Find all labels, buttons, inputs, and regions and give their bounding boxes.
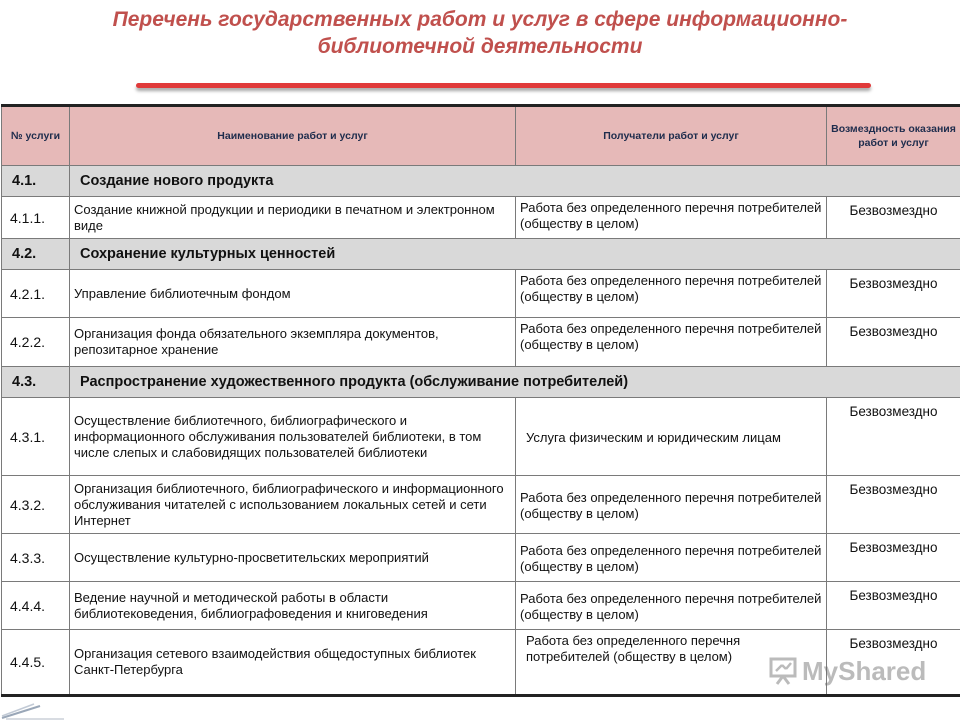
table-row <box>2 476 960 534</box>
section-row <box>2 367 960 398</box>
service-number: 4.3.3. <box>2 534 70 582</box>
services-table <box>1 104 960 697</box>
table-row <box>2 398 960 476</box>
section-row <box>2 239 960 270</box>
section-title: Распространение художественного продукта (обслуживание потребителей) <box>70 367 960 398</box>
page-title <box>0 6 960 60</box>
table-row <box>2 318 960 367</box>
header-recipients: Получатели работ и услуг <box>516 106 827 166</box>
section-number: 4.2. <box>2 239 70 270</box>
service-recipients: Работа без определенного перечня потребителей (обществу в целом) <box>516 534 827 582</box>
section-title: Сохранение культурных ценностей <box>70 239 960 270</box>
service-recipients: Работа без определенного перечня потребителей (обществу в целом) <box>516 318 827 367</box>
service-name: Организация сетевого взаимодействия общедоступных библиотек Санкт-Петербурга <box>70 630 516 696</box>
service-name: Ведение научной и методической работы в области библиотековедения, библиографоведения и книговедения <box>70 582 516 630</box>
service-name: Создание книжной продукции и периодики в печатном и электронном виде <box>70 197 516 239</box>
service-name: Осуществление культурно-просветительских мероприятий <box>70 534 516 582</box>
header-num: № услуги <box>2 106 70 166</box>
service-recipients: Работа без определенного перечня потребителей (обществу в целом) <box>516 476 827 534</box>
service-number: 4.2.1. <box>2 270 70 318</box>
service-recipients: Услуга физическим и юридическим лицам <box>516 398 827 476</box>
table-row <box>2 270 960 318</box>
service-number: 4.2.2. <box>2 318 70 367</box>
service-name: Управление библиотечным фондом <box>70 270 516 318</box>
table-row <box>2 582 960 630</box>
section-title: Создание нового продукта <box>70 166 960 197</box>
section-number: 4.3. <box>2 367 70 398</box>
service-recipients: Работа без определенного перечня потребителей (обществу в целом) <box>516 582 827 630</box>
section-number: 4.1. <box>2 166 70 197</box>
title-underline-bar <box>136 83 871 88</box>
service-payment: Безвозмездно <box>827 398 960 476</box>
title-line-1: Перечень государственных работ и услуг в сфере информационно- <box>112 8 848 31</box>
service-payment: Безвозмездно <box>827 630 960 696</box>
presentation-icon <box>768 656 798 686</box>
corner-swoosh-icon <box>0 700 70 720</box>
service-number: 4.4.4. <box>2 582 70 630</box>
service-number: 4.3.2. <box>2 476 70 534</box>
watermark <box>768 654 926 688</box>
service-recipients: Работа без определенного перечня потребителей (обществу в целом) <box>516 630 827 696</box>
header-name: Наименование работ и услуг <box>70 106 516 166</box>
service-recipients: Работа без определенного перечня потребителей (обществу в целом) <box>516 270 827 318</box>
service-payment: Безвозмездно <box>827 197 960 239</box>
table-row <box>2 534 960 582</box>
service-name: Осуществление библиотечного, библиографического и информационного обслуживания пользователей библиотеки, в том числе слепых и слабовидящих пользователей библиотеки <box>70 398 516 476</box>
service-number: 4.4.5. <box>2 630 70 696</box>
service-recipients: Работа без определенного перечня потребителей (обществу в целом) <box>516 197 827 239</box>
service-number: 4.3.1. <box>2 398 70 476</box>
section-row <box>2 166 960 197</box>
service-payment: Безвозмездно <box>827 476 960 534</box>
header-payment: Возмездность оказания работ и услуг <box>827 106 960 166</box>
service-name: Организация фонда обязательного экземпляра документов, репозитарное хранение <box>70 318 516 367</box>
service-number: 4.1.1. <box>2 197 70 239</box>
service-payment: Безвозмездно <box>827 582 960 630</box>
service-payment: Безвозмездно <box>827 534 960 582</box>
watermark-text: MyShared <box>802 655 927 686</box>
service-name: Организация библиотечного, библиографического и информационного обслуживания читателей с использованием локальных сетей и сети Интернет <box>70 476 516 534</box>
table-header-row <box>2 106 960 166</box>
service-payment: Безвозмездно <box>827 318 960 367</box>
title-line-2: библиотечной деятельности <box>317 35 643 58</box>
table-row <box>2 197 960 239</box>
service-payment: Безвозмездно <box>827 270 960 318</box>
